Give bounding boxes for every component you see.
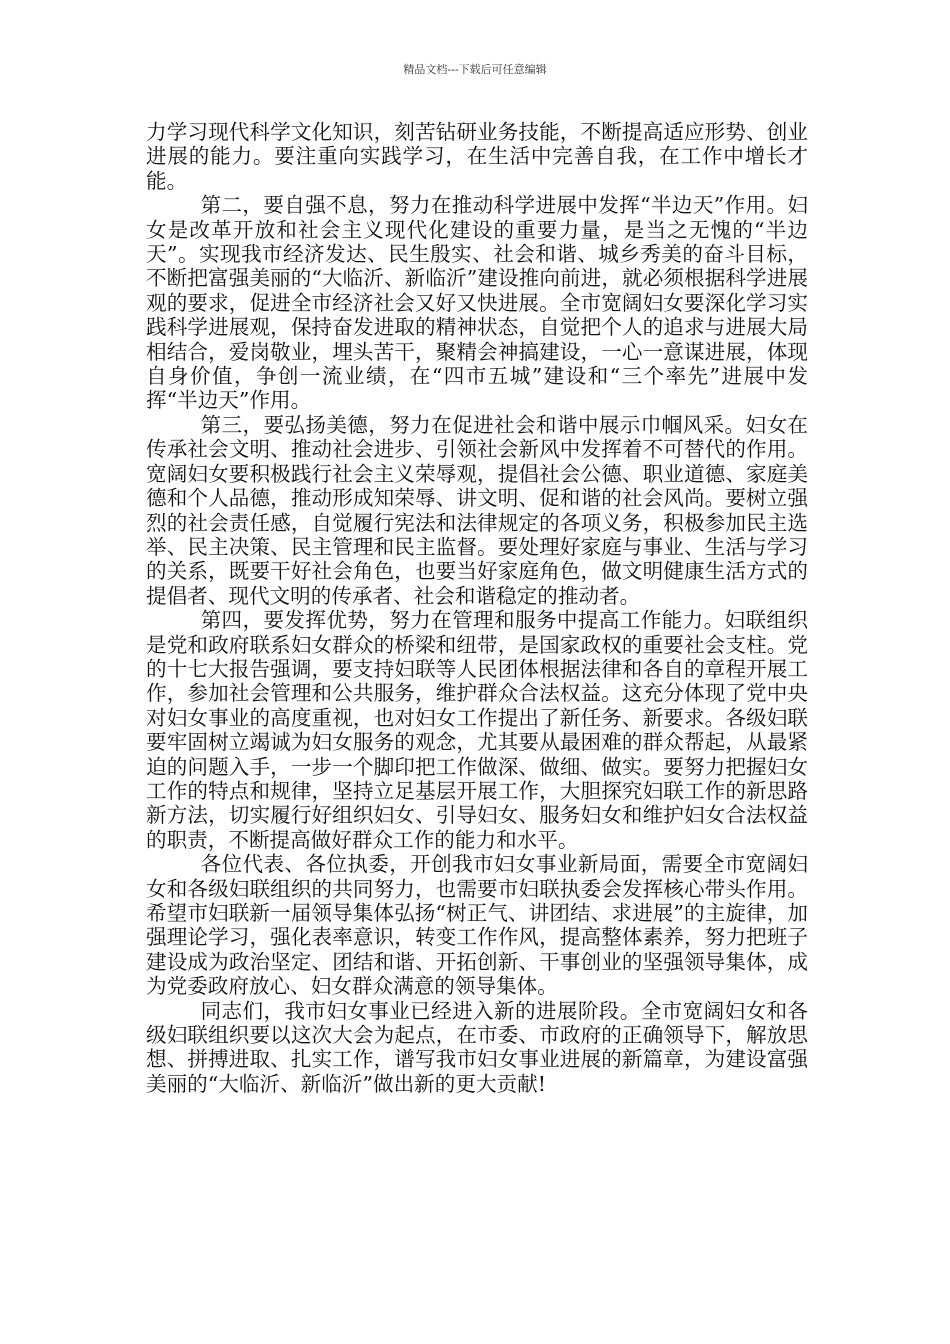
- paragraph-second-point: 第二，要自强不息，努力在推动科学进展中发挥“半边天”作用。妇女是改革开放和社会主义现代化建设的重要力量，是当之无愧的“半边天”。实现我市经济发达、民生殷实、社会和谐、城乡秀美的奋斗目标，不断把富强美丽的“大临沂、新临沂”建设推向前进，就必须根据科学进展观的要求，促进全市经济社会又好又快进展。全市宽阔妇女要深化学习实践科学进展观，保持奋发进取的精神状态，自觉把个人的追求与进展大局相结合，爱岗敬业，埋头苦干，聚精会神搞建设，一心一意谋进展，体现自身价值，争创一流业绩，在“四市五城”建设和“三个率先”进展中发挥“半边天”作用。: [146, 193, 808, 413]
- page-header: 精品文档---下载后可任意编辑: [403, 63, 547, 76]
- paragraph-continued: 力学习现代科学文化知识，刻苦钻研业务技能，不断提高适应形势、创业进展的能力。要注重向实践学习，在生活中完善自我，在工作中增长才能。: [146, 120, 808, 193]
- paragraph-representatives: 各位代表、各位执委，开创我市妇女事业新局面，需要全市宽阔妇女和各级妇联组织的共同努力，也需要市妇联执委会发挥核心带头作用。希望市妇联新一届领导集体弘扬“树正气、讲团结、求进展”的主旋律，加强理论学习，强化表率意识，转变工作作风，提高整体素养，努力把班子建设成为政治坚定、团结和谐、开拓创新、干事创业的坚强领导集体，成为党委政府放心、妇女群众满意的领导集体。: [146, 852, 808, 999]
- paragraph-closing: 同志们，我市妇女事业已经进入新的进展阶段。全市宽阔妇女和各级妇联组织要以这次大会为起点，在市委、市政府的正确领导下，解放思想、拼搏进取、扎实工作，谱写我市妇女事业进展的新篇章，为建设富强美丽的“大临沂、新临沂”做出新的更大贡献!: [146, 998, 808, 1096]
- paragraph-third-point: 第三，要弘扬美德，努力在促进社会和谐中展示巾帼风采。妇女在传承社会文明、推动社会进步、引领社会新风中发挥着不可替代的作用。宽阔妇女要积极践行社会主义荣辱观，提倡社会公德、职业道德、家庭美德和个人品德，推动形成知荣辱、讲文明、促和谐的社会风尚。要树立强烈的社会责任感，自觉履行宪法和法律规定的各项义务，积极参加民主选举、民主决策、民主管理和民主监督。要处理好家庭与事业、生活与学习的关系，既要干好社会角色，也要当好家庭角色，做文明健康生活方式的提倡者、现代文明的传承者、社会和谐稳定的推动者。: [146, 412, 808, 608]
- document-body: [146, 120, 808, 1096]
- paragraph-fourth-point: 第四，要发挥优势，努力在管理和服务中提高工作能力。妇联组织是党和政府联系妇女群众的桥梁和纽带，是国家政权的重要社会支柱。党的十七大报告强调，要支持妇联等人民团体根据法律和各自的章程开展工作，参加社会管理和公共服务，维护群众合法权益。这充分体现了党中央对妇女事业的高度重视，也对妇女工作提出了新任务、新要求。各级妇联要牢固树立竭诚为妇女服务的观念，尤其要从最困难的群众帮起，从最紧迫的问题入手，一步一个脚印把工作做深、做细、做实。要努力把握妇女工作的特点和规律，坚持立足基层开展工作，大胆探究妇联工作的新思路新方法，切实履行好组织妇女、引导妇女、服务妇女和维护妇女合法权益的职责，不断提高做好群众工作的能力和水平。: [146, 608, 808, 852]
